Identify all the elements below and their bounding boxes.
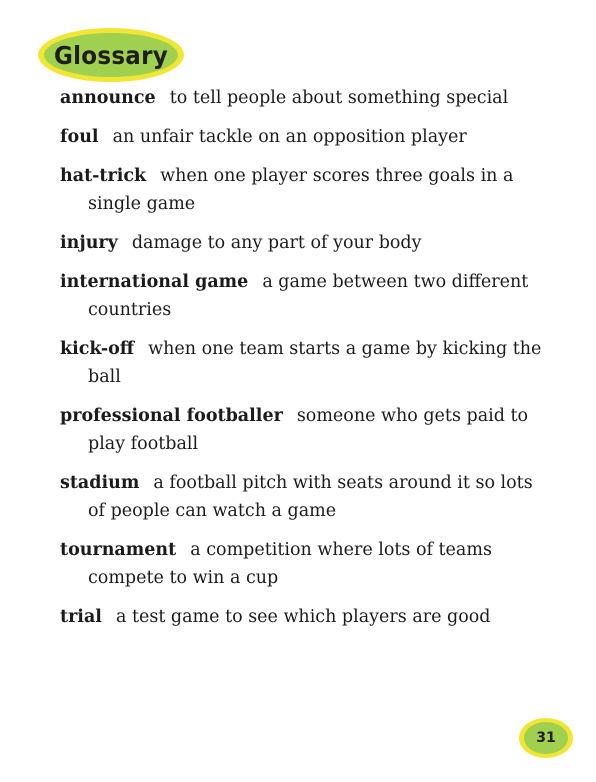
glossary-definition: a football pitch with seats around it so lots of people can watch a game	[88, 473, 533, 521]
glossary-entry	[60, 603, 550, 631]
glossary-list	[60, 84, 550, 642]
glossary-definition: a game between two different countries	[88, 272, 529, 320]
glossary-term: international game	[60, 272, 249, 292]
glossary-term: kick-off	[60, 339, 135, 359]
glossary-definition: when one player scores three goals in a single game	[88, 166, 514, 214]
glossary-entry	[60, 123, 550, 151]
glossary-title-badge	[37, 27, 185, 83]
glossary-entry	[60, 268, 550, 324]
glossary-definition: someone who gets paid to play football	[88, 406, 529, 454]
glossary-term: trial	[60, 607, 102, 627]
glossary-entry	[60, 84, 550, 112]
glossary-entry	[60, 335, 550, 391]
glossary-definition: when one team starts a game by kicking the ball	[88, 339, 542, 387]
glossary-definition: damage to any part of your body	[131, 233, 422, 253]
glossary-definition: a competition where lots of teams compete to win a cup	[88, 540, 492, 588]
glossary-term: foul	[60, 127, 99, 147]
glossary-entry	[60, 402, 550, 458]
glossary-definition: to tell people about something special	[169, 88, 509, 108]
glossary-term: injury	[60, 233, 118, 253]
page-number-badge	[518, 717, 574, 759]
glossary-term: announce	[60, 88, 156, 108]
glossary-definition: an unfair tackle on an opposition player	[112, 127, 467, 147]
page-number: 31	[536, 730, 556, 746]
glossary-term: professional footballer	[60, 406, 283, 426]
glossary-entry	[60, 229, 550, 257]
glossary-definition: a test game to see which players are good	[115, 607, 491, 627]
glossary-term: hat-trick	[60, 166, 147, 186]
glossary-entry	[60, 536, 550, 592]
glossary-entry	[60, 162, 550, 218]
glossary-entry	[60, 469, 550, 525]
glossary-term: tournament	[60, 540, 177, 560]
page-title: Glossary	[53, 40, 168, 70]
glossary-term: stadium	[60, 473, 140, 493]
